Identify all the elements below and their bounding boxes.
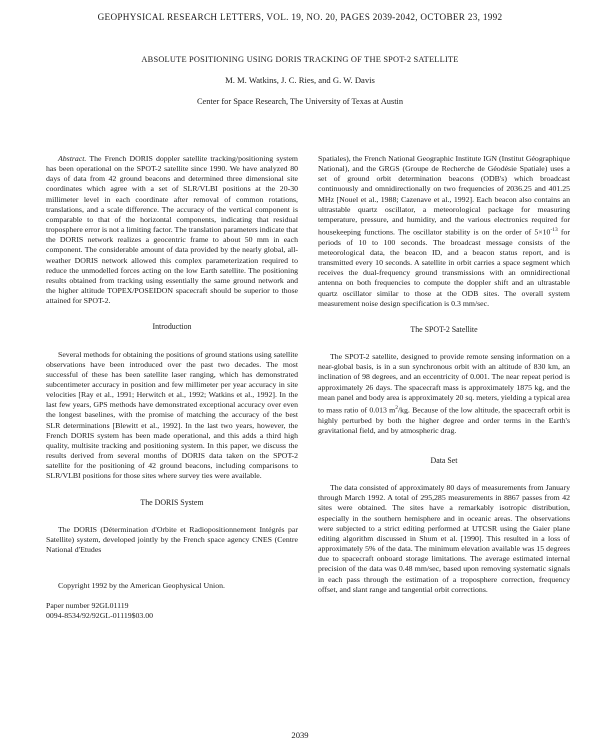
doris-heading: The DORIS System bbox=[140, 497, 204, 507]
journal-header: GEOPHYSICAL RESEARCH LETTERS, VOL. 19, NO. 20, PAGES 2039-2042, OCTOBER 23, 1992 bbox=[97, 12, 503, 22]
intro-heading: Introduction bbox=[152, 322, 192, 332]
doris-continued-text-b: for periods of 10 to 100 seconds. The broadcast message consists of the meteorological data, the beacon ID, and a beacon status report, and is transmitted every 10 seconds. A satellite in orbit carries a space segment which receives the dual-frequency ground transmissions with an omnidirectional antenna on both frequencies to compute the doppler shift and an ultrastable quartz oscillator similar to those at the ODB sites. The overall system measurement noise design specification is 0.3 mm/sec. bbox=[318, 227, 570, 308]
doris-paragraph: The DORIS (Détermination d'Orbite et Radiopositionnement Intégrés par Satellite) system, developed jointly by the French space agency CNES (Centre National d'Etudes bbox=[46, 524, 298, 554]
author-list: M. M. Watkins, J. C. Ries, and G. W. Davis bbox=[225, 75, 375, 85]
left-column bbox=[46, 154, 298, 622]
dataset-paragraph: The data consisted of approximately 80 days of measurements from January through March 1992. A total of 295,285 measurements in 8867 passes from 42 sites were obtained. The sites have a remarkably isotropic distribution, especially in the southern hemisphere and in oceanic areas. The observations were subjected to a strict editing performed at UTCSR using the Gaier plane editing algorithm discussed in Shum et al. [1990]. This resulted in a loss of approximately 5% of the data. The minimum elevation available was 15 degrees due to spacecraft onboard storage limitations. The average estimated internal precision of the data was 0.48 mm/sec, based upon removing systematic signals in each pass through the estimation of a troposphere correction, frequency offset, and slant range and tangential orbit corrections. bbox=[318, 483, 570, 594]
abstract-text: The French DORIS doppler satellite tracking/positioning system has been operational on the SPOT-2 satellite since 1990. We have analyzed 80 days of data from 42 ground beacons and determined three dimensional site coordinates which agree with a set of SLR/VLBI positions at the 20-30 millimeter level in each coordinate after removal of common rotations, translations, and a scale difference. The accuracy of the vertical component is comparable to that of the horizontal components, indicating that residual troposphere error is not a limiting factor. The translation parameters indicate that the DORIS network realizes a geocentric frame to about 50 mm in each component. The considerable amount of data provided by the nearly global, all-weather DORIS network allowed this complex parameterization required to reduce the unmodelled forces acting on the low Earth satellite. The positioning results obtained from tracking using essentially the same ground network and the higher altitude TOPEX/POSEIDON spacecraft should be superior to those attained for SPOT-2. bbox=[46, 154, 298, 306]
issn-code: 0094-8534/92/92GL-01119$03.00 bbox=[46, 611, 154, 621]
spot-text-b: /kg. Because of the low altitude, the spacecraft orbit is highly perturbed by both the higher degree and order terms in the Earth's gravitational field, and by atmospheric drag. bbox=[318, 405, 570, 435]
spot-heading: The SPOT-2 Satellite bbox=[410, 324, 478, 334]
doris-continued-paragraph bbox=[318, 154, 570, 309]
page-number: 2039 bbox=[291, 730, 309, 740]
spot-paragraph bbox=[318, 352, 570, 436]
intro-paragraph: Several methods for obtaining the positions of ground stations using satellite observations have been introduced over the past two decades. The most successful of these has been satellite laser ranging, which has demonstrated subcentimeter accuracy in position and few millimeter per year accuracy in site velocities [Ray et al., 1991; Herwitch et al., 1992; Watkins et al., 1992]. In the last few years, GPS methods have demonstrated exceptional accuracy over even the longest baselines, with the promise of matching the accuracy of the best SLR determinations [Blewitt et al., 1992]. In the last two years, however, the French DORIS system has been made operational, and this adds a third high quality, multisite tracking and positioning system. In this paper, we discuss the results derived from several months of DORIS data taken on the SPOT-2 satellite for the positioning of 42 ground beacons, including comparisons to SLR/VLBI positions for those sites where survey ties were available. bbox=[46, 349, 298, 481]
copyright-notice: Copyright 1992 by the American Geophysical Union. bbox=[58, 581, 225, 591]
spot-text-a: The SPOT-2 satellite, designed to provide remote sensing information on a near-global basis, is in a sun synchronous orbit with an altitude of 830 km, an inclination of 98 degrees, and an eccentricity of 0.001. The near repeat period is approximately 26 days. The spacecraft mass is approximately 1875 kg, and the mean panel and body area is approximately 20 sq. meters, yielding a typical area to mass ratio of 0.013 m bbox=[318, 352, 570, 415]
abstract-label: Abstract. bbox=[58, 154, 87, 163]
dataset-heading: Data Set bbox=[430, 455, 458, 465]
abstract-paragraph bbox=[46, 154, 298, 306]
right-column bbox=[318, 154, 570, 595]
paper-title: ABSOLUTE POSITIONING USING DORIS TRACKING OF THE SPOT-2 SATELLITE bbox=[141, 55, 459, 64]
paper-number: Paper number 92GL01119 bbox=[46, 601, 129, 611]
doris-continued-text-a: Spatiales), the French National Geographic Institute IGN (Institut Géographique National), and the GRGS (Groupe de Recherche de Géodésie Spatiale) uses a set of ground orbit determination beacons (ODB's) which broadcast continuously and omnidirectionally on two frequencies of 2036.25 and 401.25 MHz [Nouel et al., 1988; Cazenave et al., 1992]. Each beacon also contains an ultrastable quartz oscillator, a meteorological package for measuring temperature, pressure, and humidity, and the various electronics required for housekeeping functions. The oscillator stability is on the order of 5×10 bbox=[318, 154, 570, 237]
affiliation: Center for Space Research, The University of Texas at Austin bbox=[196, 97, 404, 106]
area-unit-exponent: 2 bbox=[395, 404, 398, 411]
stability-exponent: -13 bbox=[550, 227, 558, 234]
